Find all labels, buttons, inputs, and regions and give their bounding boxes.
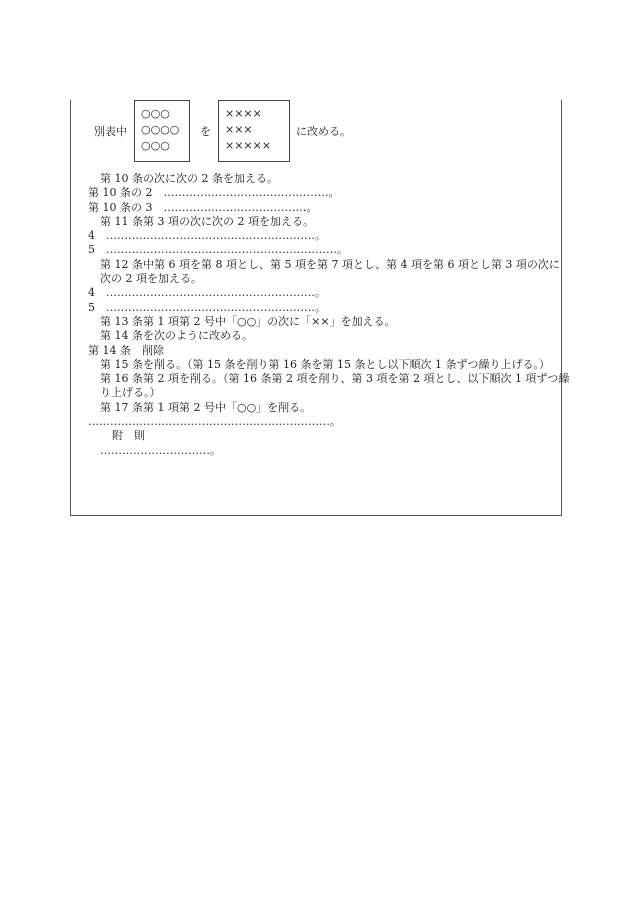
supplementary-provisions-heading: 附 則	[112, 429, 145, 443]
amendment-line: …………………………………………………………。	[88, 415, 341, 429]
new-text-box	[218, 100, 290, 162]
amendment-line: 第 14 条を次のように改める。	[100, 329, 253, 343]
amend-suffix-label: に改める。	[296, 125, 351, 138]
annex-prefix-label: 別表中	[94, 125, 127, 138]
old-text-box	[134, 100, 190, 162]
amendment-line: 第 10 条の 3 …………………………………。	[88, 200, 318, 214]
amendment-line: 第 12 条中第 6 項を第 8 項とし、第 5 項を第 7 項とし、第 4 項を第 6 項とし第 3 項の次に次の 2 項を加える。	[100, 257, 560, 286]
amendment-line: …………………………。	[100, 443, 221, 457]
amendment-line: 5 …………………………………………………。	[88, 300, 326, 314]
amendment-line: 第 16 条第 2 項を削る。（第 16 条第 2 項を削り、第 3 項を第 2 項とし、以下順次 1 項ずつ繰り上げる。）	[100, 372, 570, 400]
amendment-line: 4 …………………………………………………。	[88, 229, 326, 243]
object-particle-label: を	[200, 125, 211, 138]
amendment-line: 4 …………………………………………………。	[88, 286, 326, 300]
amendment-line: 第 11 条第 3 項の次に次の 2 項を加える。	[100, 214, 314, 228]
old-text-line: ○○○○	[141, 123, 180, 136]
amendment-line: 5 ………………………………………………………。	[88, 243, 348, 257]
amendment-line: 第 10 条の 2 ………………………………………。	[88, 186, 340, 200]
amendment-line: 第 17 条第 1 項第 2 号中「○○」を削る。	[100, 400, 312, 414]
new-text-line: ×××××	[225, 139, 272, 152]
amendment-body	[88, 172, 570, 458]
old-text-line: ○○○	[141, 107, 170, 120]
amendment-line: 第 14 条 削除	[88, 343, 164, 357]
old-text-line: ○○○	[141, 139, 170, 152]
amendment-line: 第 15 条を削る。（第 15 条を削り第 16 条を第 15 条とし以下順次 1 条ずつ繰り上げる。）	[100, 357, 550, 371]
amendment-line: 第 10 条の次に次の 2 条を加える。	[100, 172, 278, 185]
annex-amendment-row	[90, 100, 490, 162]
amendment-line: 第 13 条第 1 項第 2 号中「○○」の次に「××」を加える。	[100, 314, 396, 328]
new-text-line: ××××	[225, 107, 262, 120]
new-text-line: ×××	[225, 123, 253, 136]
